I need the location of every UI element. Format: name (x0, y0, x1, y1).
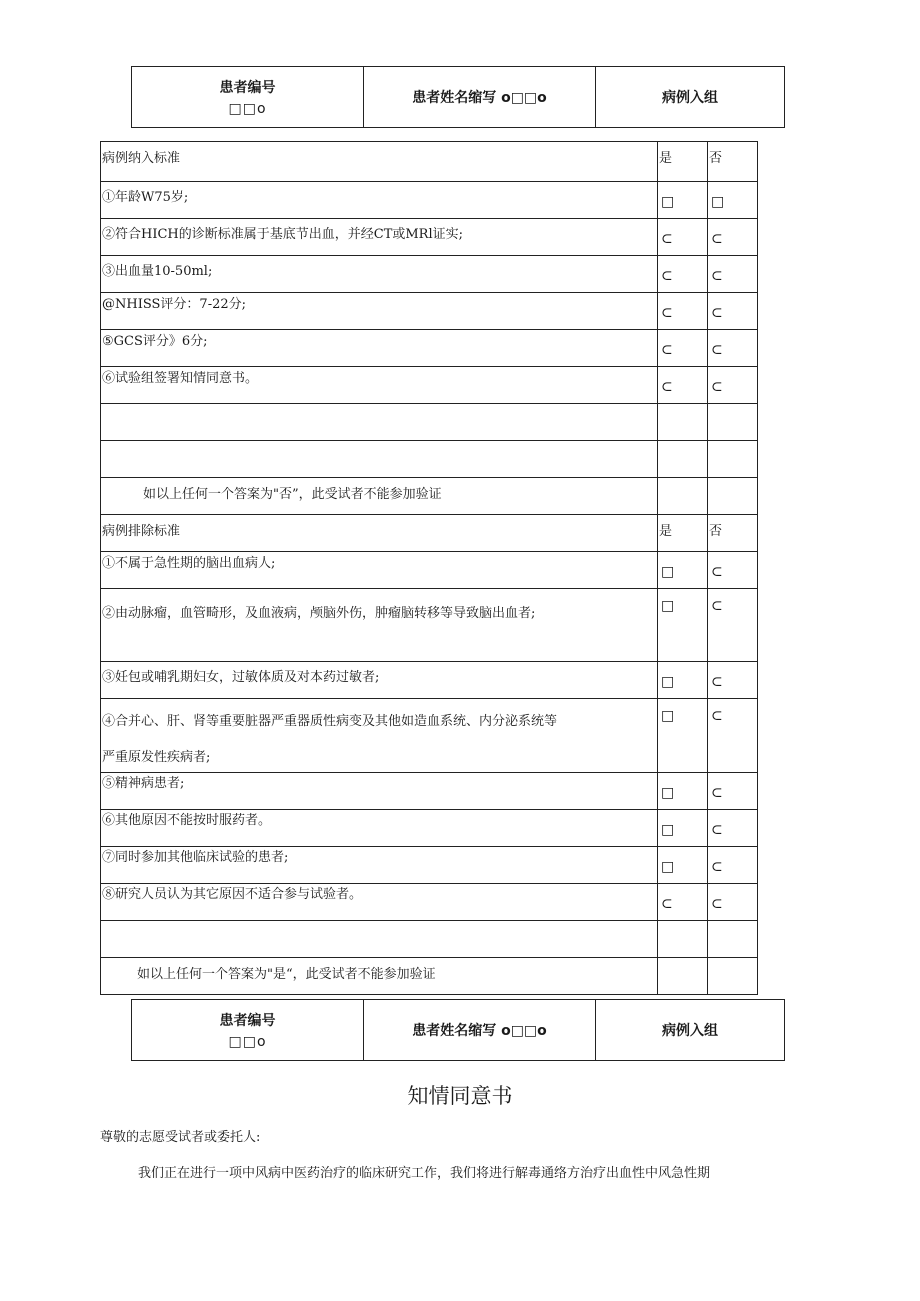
exclusion-note-row (101, 958, 758, 995)
empty-cell (101, 404, 658, 441)
table-row (101, 699, 758, 773)
yes-checkbox[interactable]: □ (658, 182, 708, 219)
no-column-label: 否 (708, 515, 758, 552)
exclusion-note: 如以上任何一个答案为"是“，此受试者不能参加验证 (101, 958, 658, 995)
criterion-text: ⑦同时参加其他临床试验的患者; (101, 847, 658, 884)
yes-checkbox[interactable]: □ (658, 552, 708, 589)
yes-column-label: 是 (658, 142, 708, 182)
no-checkbox[interactable]: ⊂ (708, 662, 758, 699)
table-row (101, 182, 758, 219)
no-checkbox[interactable]: ⊂ (708, 589, 758, 662)
empty-cell (708, 958, 758, 995)
no-checkbox[interactable]: ⊂ (708, 293, 758, 330)
patient-header-top (131, 66, 785, 128)
table-row (101, 847, 758, 884)
table-row (101, 589, 758, 662)
table-row (101, 219, 758, 256)
empty-cell (101, 441, 658, 478)
no-checkbox[interactable]: ⊂ (708, 256, 758, 293)
consent-paragraph: 我们正在进行一项中风病中医药治疗的临床研究工作，我们将进行解毒通络方治疗出血性中风急性期 (138, 1166, 711, 1181)
yes-checkbox[interactable]: □ (658, 699, 708, 773)
yes-checkbox[interactable]: □ (658, 589, 708, 662)
no-checkbox[interactable]: ⊂ (708, 847, 758, 884)
no-checkbox[interactable]: ⊂ (708, 699, 758, 773)
criteria-table (100, 141, 758, 995)
empty-row (101, 921, 758, 958)
patient-header-bottom (131, 999, 785, 1061)
no-checkbox[interactable]: ⊂ (708, 552, 758, 589)
empty-cell (658, 921, 708, 958)
empty-row (101, 404, 758, 441)
case-enrollment-cell (596, 67, 784, 127)
empty-cell (708, 441, 758, 478)
no-checkbox[interactable]: ⊂ (708, 810, 758, 847)
criterion-text: ⑥试验组签署知情同意书。 (101, 367, 658, 404)
patient-number-cell (132, 67, 364, 127)
case-enrollment-label: 病例入组 (662, 1023, 718, 1039)
consent-salutation: 尊敬的志愿受试者或委托人: (100, 1130, 261, 1145)
patient-name-abbr-label: 患者姓名缩写 o□□o (412, 1023, 547, 1039)
yes-checkbox[interactable]: ⊂ (658, 293, 708, 330)
inclusion-title: 病例纳入标准 (101, 142, 658, 182)
yes-checkbox[interactable]: ⊂ (658, 330, 708, 367)
yes-checkbox[interactable]: ⊂ (658, 256, 708, 293)
exclusion-header-row (101, 515, 758, 552)
inclusion-note: 如以上任何一个答案为"否”，此受试者不能参加验证 (101, 478, 658, 515)
no-checkbox[interactable]: □ (708, 182, 758, 219)
patient-number-cell (132, 1000, 364, 1060)
empty-cell (658, 478, 708, 515)
yes-checkbox[interactable]: □ (658, 773, 708, 810)
empty-cell (708, 404, 758, 441)
exclusion-title: 病例排除标准 (101, 515, 658, 552)
no-checkbox[interactable]: ⊂ (708, 773, 758, 810)
criterion-text: ③妊包或哺乳期妇女，过敏体质及对本药过敏者; (101, 662, 658, 699)
yes-checkbox[interactable]: □ (658, 662, 708, 699)
empty-cell (658, 404, 708, 441)
patient-number-label: 患者编号 (219, 80, 276, 96)
criterion-text: ①不属于急性期的脑出血病人; (101, 552, 658, 589)
criterion-text: @NHISS评分：7-22分; (101, 293, 658, 330)
criterion-text: ③出血量10-50ml; (101, 256, 658, 293)
empty-row (101, 441, 758, 478)
no-checkbox[interactable]: ⊂ (708, 884, 758, 921)
table-row (101, 367, 758, 404)
criterion-text (101, 699, 658, 773)
consent-title: 知情同意书 (407, 1084, 513, 1108)
patient-name-abbr-label: 患者姓名缩写 o□□o (412, 90, 547, 106)
criterion-text: ②符合HICH的诊断标准属于基底节出血，并经CT或MRl证实; (101, 219, 658, 256)
yes-checkbox[interactable]: ⊂ (658, 219, 708, 256)
criterion-text-line1: ④合并心、肝、肾等重要脏器严重器质性病变及其他如造血系统、内分泌系统等 (102, 714, 558, 729)
empty-cell (708, 478, 758, 515)
patient-number-boxes: □□o (228, 101, 267, 117)
criterion-text-line2: 严重原发性疾病者; (102, 750, 211, 765)
patient-number-label: 患者编号 (219, 1013, 276, 1029)
case-enrollment-cell (596, 1000, 784, 1060)
yes-checkbox[interactable]: ⊂ (658, 367, 708, 404)
table-row (101, 773, 758, 810)
table-row (101, 884, 758, 921)
empty-cell (101, 921, 658, 958)
criterion-text: ⑥其他原因不能按时服药者。 (101, 810, 658, 847)
patient-name-abbr-cell (364, 67, 596, 127)
criterion-text: ⑧研究人员认为其它原因不适合参与试验者。 (101, 884, 658, 921)
inclusion-note-row (101, 478, 758, 515)
inclusion-header-row (101, 142, 758, 182)
yes-column-label: 是 (658, 515, 708, 552)
empty-cell (658, 441, 708, 478)
no-column-label: 否 (708, 142, 758, 182)
yes-checkbox[interactable]: □ (658, 847, 708, 884)
yes-checkbox[interactable]: □ (658, 810, 708, 847)
criterion-text: ⑤精神病患者; (101, 773, 658, 810)
criterion-text: ⑤GCS评分》6分; (101, 330, 658, 367)
table-row (101, 330, 758, 367)
table-row (101, 293, 758, 330)
empty-cell (658, 958, 708, 995)
table-row (101, 256, 758, 293)
criterion-text: ①年龄W75岁; (101, 182, 658, 219)
case-enrollment-label: 病例入组 (662, 90, 718, 106)
criterion-text: ②由动脉瘤，血管畸形，及血液病，颅脑外伤，肿瘤脑转移等导致脑出血者; (101, 589, 658, 662)
patient-number-boxes: □□o (228, 1034, 267, 1050)
yes-checkbox[interactable]: ⊂ (658, 884, 708, 921)
patient-name-abbr-cell (364, 1000, 596, 1060)
table-row (101, 552, 758, 589)
empty-cell (708, 921, 758, 958)
no-checkbox[interactable]: ⊂ (708, 367, 758, 404)
no-checkbox[interactable]: ⊂ (708, 219, 758, 256)
table-row (101, 810, 758, 847)
no-checkbox[interactable]: ⊂ (708, 330, 758, 367)
table-row (101, 662, 758, 699)
